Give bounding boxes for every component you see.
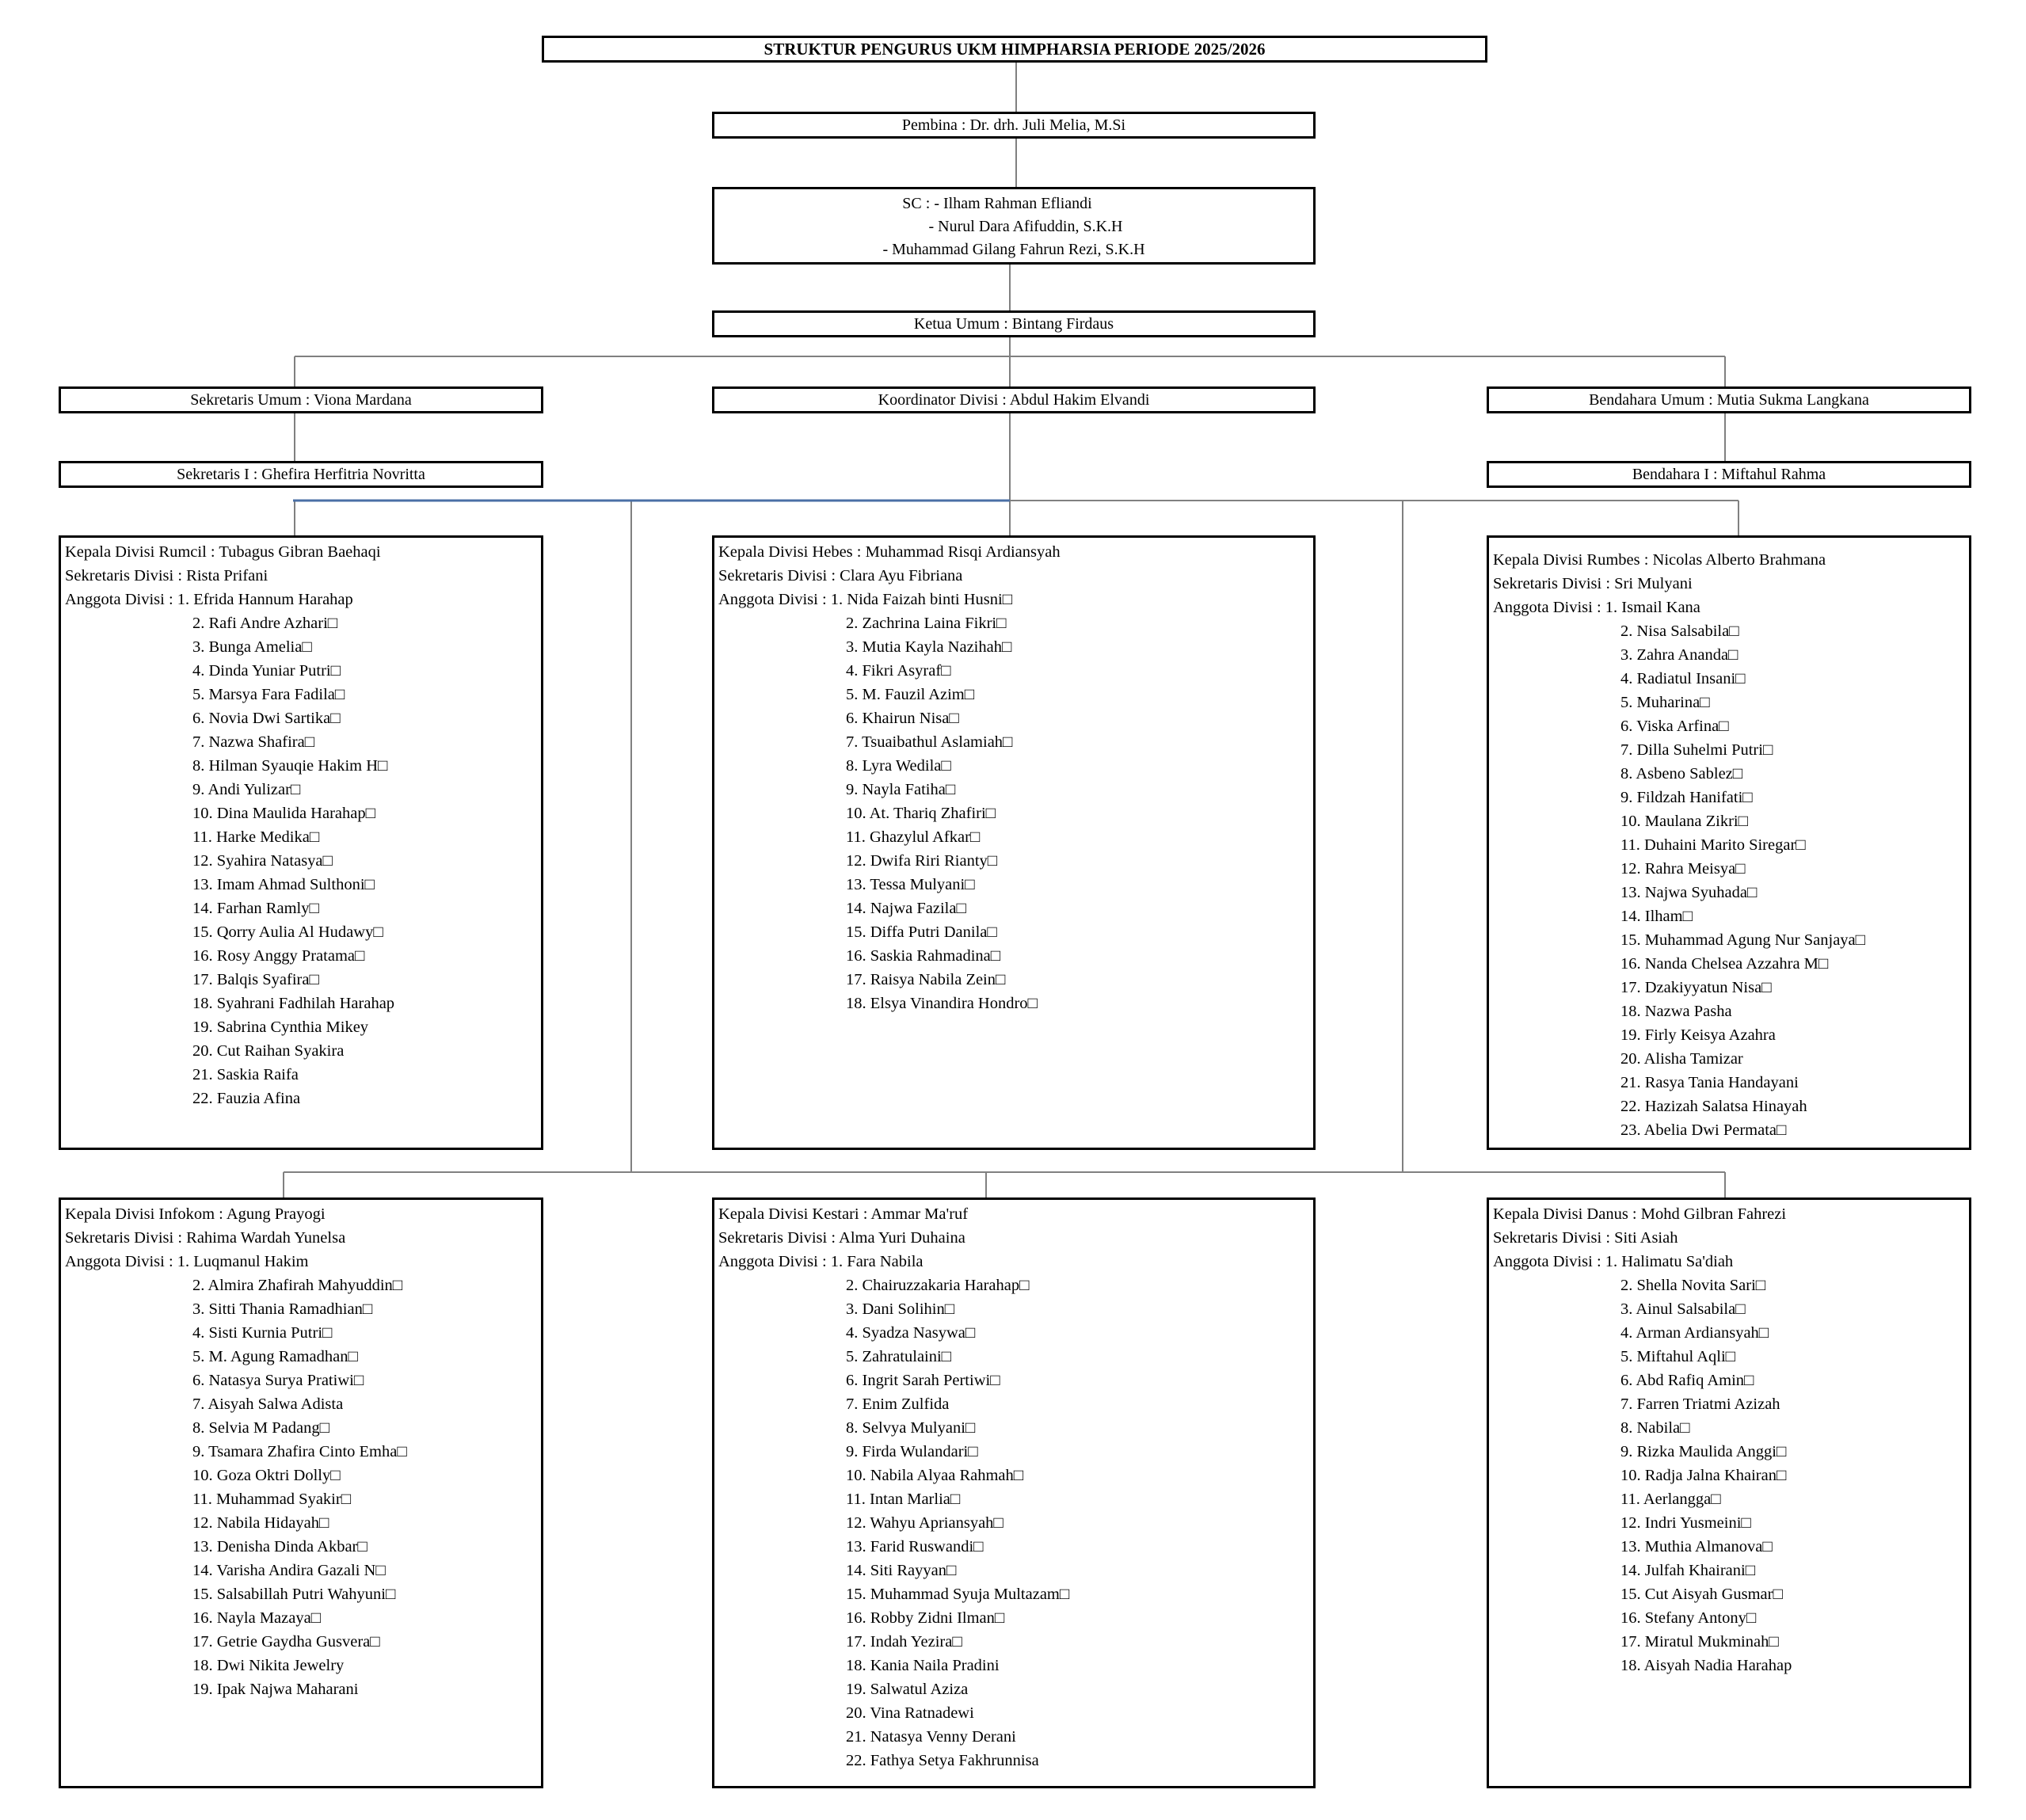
division-member-list (1620, 619, 1969, 1142)
list-item: 22. Fathya Setya Fakhrunnisa (846, 1752, 1039, 1769)
list-item: 5. Muharina□ (1620, 694, 1710, 711)
list-item: 21. Natasya Venny Derani (846, 1728, 1016, 1746)
division-members-label: Anggota Divisi : 1. Nida Faizah binti Husni□ (718, 591, 1013, 608)
division-secretary: Sekretaris Divisi : Clara Ayu Fibriana (718, 567, 963, 584)
sc-line-2: - Nurul Dara Afifuddin, S.K.H (928, 218, 1123, 235)
list-item: 4. Radiatul Insani□ (1620, 670, 1746, 687)
list-item: 16. Stefany Antony□ (1620, 1609, 1757, 1627)
list-item: 16. Robby Zidni Ilman□ (846, 1609, 1005, 1627)
list-item: 15. Salsabillah Putri Wahyuni□ (192, 1586, 396, 1603)
list-item: 2. Rafi Andre Azhari□ (192, 615, 338, 632)
list-item: 13. Denisha Dinda Akbar□ (192, 1538, 367, 1555)
list-item: 17. Getrie Gaydha Gusvera□ (192, 1633, 380, 1651)
sc-line-1: SC : - Ilham Rahman Efliandi (902, 195, 1092, 212)
list-item: 19. Sabrina Cynthia Mikey (192, 1019, 369, 1036)
koordinator-divisi-text: Koordinator Divisi : Abdul Hakim Elvandi (878, 390, 1150, 409)
list-item: 6. Abd Rafiq Amin□ (1620, 1372, 1754, 1389)
division-members-label: Anggota Divisi : 1. Fara Nabila (718, 1253, 924, 1270)
list-item: 13. Farid Ruswandi□ (846, 1538, 984, 1555)
list-item: 21. Saskia Raifa (192, 1066, 299, 1083)
division-members-label: Anggota Divisi : 1. Halimatu Sa'diah (1493, 1253, 1734, 1270)
list-item: 16. Nayla Mazaya□ (192, 1609, 322, 1627)
ketua-umum-box (712, 310, 1316, 337)
list-item: 9. Andi Yulizar□ (192, 781, 301, 798)
list-item: 7. Tsuaibathul Aslamiah□ (846, 733, 1013, 751)
division-members-label: Anggota Divisi : 1. Ismail Kana (1493, 599, 1700, 616)
bendahara-umum-box (1487, 386, 1971, 413)
list-item: 2. Shella Novita Sari□ (1620, 1277, 1766, 1294)
sekretaris-1-text: Sekretaris I : Ghefira Herfitria Novritta (177, 465, 425, 483)
list-item: 3. Dani Solihin□ (846, 1300, 955, 1318)
list-item: 13. Tessa Mulyani□ (846, 876, 975, 893)
list-item: 22. Fauzia Afina (192, 1090, 301, 1107)
list-item: 4. Sisti Kurnia Putri□ (192, 1324, 333, 1342)
list-item: 5. M. Agung Ramadhan□ (192, 1348, 358, 1365)
list-item: 3. Ainul Salsabila□ (1620, 1300, 1746, 1318)
division-head: Kepala Divisi Hebes : Muhammad Risqi Ardiansyah (718, 543, 1061, 561)
list-item: 4. Dinda Yuniar Putri□ (192, 662, 341, 680)
list-item: 19. Firly Keisya Azahra (1620, 1026, 1776, 1044)
list-item: 12. Indri Yusmeini□ (1620, 1514, 1751, 1532)
list-item: 6. Khairun Nisa□ (846, 710, 959, 727)
list-item: 7. Nazwa Shafira□ (192, 733, 315, 751)
list-item: 8. Selvya Mulyani□ (846, 1419, 976, 1437)
bendahara-1-box (1487, 461, 1971, 488)
org-title (542, 36, 1487, 63)
list-item: 9. Tsamara Zhafira Cinto Emha□ (192, 1443, 407, 1460)
division-hebes (712, 535, 1316, 1150)
list-item: 3. Mutia Kayla Nazihah□ (846, 638, 1012, 656)
list-item: 6. Viska Arfina□ (1620, 718, 1729, 735)
list-item: 6. Natasya Surya Pratiwi□ (192, 1372, 364, 1389)
division-member-list (192, 611, 541, 1110)
list-item: 5. Miftahul Aqli□ (1620, 1348, 1736, 1365)
list-item: 4. Syadza Nasywa□ (846, 1324, 976, 1342)
division-member-list (846, 1274, 1313, 1772)
list-item: 23. Abelia Dwi Permata□ (1620, 1121, 1787, 1139)
division-secretary: Sekretaris Divisi : Alma Yuri Duhaina (718, 1229, 965, 1247)
list-item: 4. Fikri Asyraf□ (846, 662, 951, 680)
division-head: Kepala Divisi Kestari : Ammar Ma'ruf (718, 1205, 969, 1223)
list-item: 5. Zahratulaini□ (846, 1348, 952, 1365)
list-item: 7. Enim Zulfida (846, 1395, 950, 1413)
list-item: 15. Muhammad Agung Nur Sanjaya□ (1620, 931, 1866, 949)
sc-box (712, 187, 1316, 265)
list-item: 15. Cut Aisyah Gusmar□ (1620, 1586, 1783, 1603)
list-item: 9. Fildzah Hanifati□ (1620, 789, 1753, 806)
list-item: 9. Firda Wulandari□ (846, 1443, 978, 1460)
list-item: 2. Nisa Salsabila□ (1620, 623, 1739, 640)
list-item: 10. At. Thariq Zhafiri□ (846, 805, 996, 822)
sekretaris-1-box (59, 461, 543, 488)
pembina-text: Pembina : Dr. drh. Juli Melia, M.Si (901, 116, 1126, 134)
list-item: 19. Ipak Najwa Maharani (192, 1681, 359, 1698)
list-item: 13. Imam Ahmad Sulthoni□ (192, 876, 375, 893)
list-item: 12. Rahra Meisya□ (1620, 860, 1746, 878)
division-secretary: Sekretaris Divisi : Siti Asiah (1493, 1229, 1678, 1247)
division-secretary: Sekretaris Divisi : Rista Prifani (65, 567, 268, 584)
list-item: 16. Nanda Chelsea Azzahra M□ (1620, 955, 1829, 973)
list-item: 3. Zahra Ananda□ (1620, 646, 1738, 664)
list-item: 7. Dilla Suhelmi Putri□ (1620, 741, 1773, 759)
list-item: 20. Cut Raihan Syakira (192, 1042, 345, 1060)
division-infokom (59, 1197, 543, 1788)
list-item: 16. Saskia Rahmadina□ (846, 947, 1001, 965)
list-item: 10. Goza Oktri Dolly□ (192, 1467, 341, 1484)
division-member-list (846, 611, 1313, 1015)
list-item: 10. Dina Maulida Harahap□ (192, 805, 375, 822)
list-item: 10. Radja Jalna Khairan□ (1620, 1467, 1787, 1484)
list-item: 14. Najwa Fazila□ (846, 900, 966, 917)
list-item: 18. Elsya Vinandira Hondro□ (846, 995, 1038, 1012)
list-item: 12. Wahyu Apriansyah□ (846, 1514, 1003, 1532)
list-item: 18. Nazwa Pasha (1620, 1003, 1732, 1020)
sekretaris-umum-box (59, 386, 543, 413)
list-item: 8. Selvia M Padang□ (192, 1419, 329, 1437)
list-item: 8. Lyra Wedila□ (846, 757, 951, 775)
division-head: Kepala Divisi Rumbes : Nicolas Alberto Brahmana (1493, 551, 1826, 569)
list-item: 20. Vina Ratnadewi (846, 1704, 974, 1722)
sekretaris-umum-text: Sekretaris Umum : Viona Mardana (190, 390, 412, 409)
list-item: 14. Ilham□ (1620, 908, 1693, 925)
list-item: 2. Almira Zhafirah Mahyuddin□ (192, 1277, 403, 1294)
list-item: 8. Asbeno Sablez□ (1620, 765, 1743, 782)
list-item: 11. Muhammad Syakir□ (192, 1491, 352, 1508)
list-item: 14. Farhan Ramly□ (192, 900, 319, 917)
list-item: 9. Rizka Maulida Anggi□ (1620, 1443, 1787, 1460)
list-item: 8. Nabila□ (1620, 1419, 1690, 1437)
list-item: 10. Nabila Alyaa Rahmah□ (846, 1467, 1024, 1484)
list-item: 3. Sitti Thania Ramadhian□ (192, 1300, 373, 1318)
list-item: 20. Alisha Tamizar (1620, 1050, 1743, 1068)
list-item: 3. Bunga Amelia□ (192, 638, 312, 656)
list-item: 11. Aerlangga□ (1620, 1491, 1721, 1508)
bendahara-umum-text: Bendahara Umum : Mutia Sukma Langkana (1589, 390, 1869, 409)
list-item: 5. Marsya Fara Fadila□ (192, 686, 345, 703)
list-item: 12. Dwifa Riri Rianty□ (846, 852, 998, 870)
list-item: 16. Rosy Anggy Pratama□ (192, 947, 365, 965)
ketua-umum-text: Ketua Umum : Bintang Firdaus (913, 314, 1114, 333)
list-item: 17. Miratul Mukminah□ (1620, 1633, 1779, 1651)
sc-line-3: - Muhammad Gilang Fahrun Rezi, S.K.H (882, 241, 1145, 258)
list-item: 14. Julfah Khairani□ (1620, 1562, 1756, 1579)
list-item: 2. Zachrina Laina Fikri□ (846, 615, 1007, 632)
list-item: 12. Syahira Natasya□ (192, 852, 333, 870)
division-rumcil (59, 535, 543, 1150)
bendahara-1-text: Bendahara I : Miftahul Rahma (1632, 465, 1826, 483)
list-item: 11. Intan Marlia□ (846, 1491, 961, 1508)
list-item: 11. Ghazylul Afkar□ (846, 828, 981, 846)
division-kestari (712, 1197, 1316, 1788)
list-item: 8. Hilman Syauqie Hakim H□ (192, 757, 388, 775)
division-members-label: Anggota Divisi : 1. Luqmanul Hakim (65, 1253, 309, 1270)
division-head: Kepala Divisi Danus : Mohd Gilbran Fahrezi (1493, 1205, 1787, 1223)
list-item: 14. Siti Rayyan□ (846, 1562, 957, 1579)
list-item: 5. M. Fauzil Azim□ (846, 686, 975, 703)
koordinator-divisi-box (712, 386, 1316, 413)
list-item: 14. Varisha Andira Gazali N□ (192, 1562, 386, 1579)
list-item: 13. Muthia Almanova□ (1620, 1538, 1773, 1555)
list-item: 18. Kania Naila Pradini (846, 1657, 1000, 1674)
list-item: 18. Dwi Nikita Jewelry (192, 1657, 345, 1674)
list-item: 19. Salwatul Aziza (846, 1681, 969, 1698)
division-rumbes (1487, 535, 1971, 1150)
division-head: Kepala Divisi Infokom : Agung Prayogi (65, 1205, 326, 1223)
list-item: 17. Balqis Syafira□ (192, 971, 319, 988)
list-item: 21. Rasya Tania Handayani (1620, 1074, 1799, 1091)
list-item: 10. Maulana Zikri□ (1620, 813, 1748, 830)
list-item: 22. Hazizah Salatsa Hinayah (1620, 1098, 1807, 1115)
division-secretary: Sekretaris Divisi : Rahima Wardah Yunelsa (65, 1229, 346, 1247)
list-item: 6. Ingrit Sarah Pertiwi□ (846, 1372, 1000, 1389)
list-item: 11. Duhaini Marito Siregar□ (1620, 836, 1806, 854)
division-member-list (1620, 1274, 1969, 1677)
org-title-text: STRUKTUR PENGURUS UKM HIMPHARSIA PERIODE 2025/2026 (764, 39, 1266, 59)
division-secretary: Sekretaris Divisi : Sri Mulyani (1493, 575, 1693, 592)
division-head: Kepala Divisi Rumcil : Tubagus Gibran Baehaqi (65, 543, 381, 561)
list-item: 13. Najwa Syuhada□ (1620, 884, 1758, 901)
list-item: 15. Diffa Putri Danila□ (846, 923, 997, 941)
division-danus (1487, 1197, 1971, 1788)
list-item: 17. Raisya Nabila Zein□ (846, 971, 1006, 988)
list-item: 18. Syahrani Fadhilah Harahap (192, 995, 395, 1012)
list-item: 17. Indah Yezira□ (846, 1633, 962, 1651)
list-item: 7. Farren Triatmi Azizah (1620, 1395, 1780, 1413)
pembina-box (712, 112, 1316, 139)
list-item: 12. Nabila Hidayah□ (192, 1514, 329, 1532)
list-item: 17. Dzakiyyatun Nisa□ (1620, 979, 1772, 996)
list-item: 6. Novia Dwi Sartika□ (192, 710, 341, 727)
division-members-label: Anggota Divisi : 1. Efrida Hannum Harahap (65, 591, 353, 608)
list-item: 4. Arman Ardiansyah□ (1620, 1324, 1769, 1342)
list-item: 15. Muhammad Syuja Multazam□ (846, 1586, 1070, 1603)
list-item: 18. Aisyah Nadia Harahap (1620, 1657, 1792, 1674)
list-item: 7. Aisyah Salwa Adista (192, 1395, 344, 1413)
list-item: 15. Qorry Aulia Al Hudawy□ (192, 923, 383, 941)
division-member-list (192, 1274, 541, 1701)
list-item: 2. Chairuzzakaria Harahap□ (846, 1277, 1030, 1294)
list-item: 11. Harke Medika□ (192, 828, 320, 846)
list-item: 9. Nayla Fatiha□ (846, 781, 956, 798)
